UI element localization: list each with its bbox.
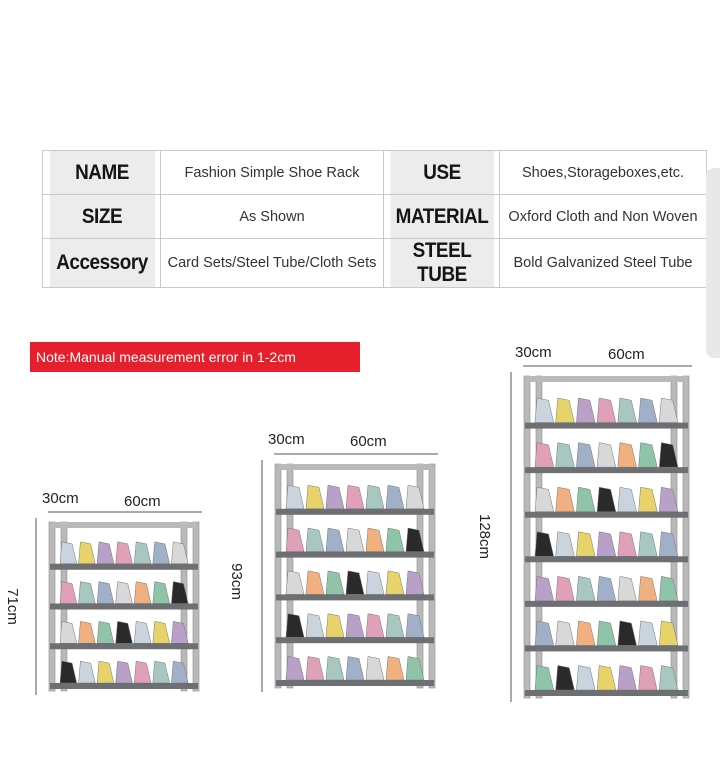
shoe <box>597 532 616 557</box>
shoe <box>576 621 595 646</box>
shoe <box>556 621 575 646</box>
shoe <box>386 485 404 509</box>
rack-small-width-label: 60cm <box>124 493 161 510</box>
shoe <box>97 661 114 683</box>
rack-shelf <box>276 637 434 643</box>
rack-top-bar <box>278 464 432 470</box>
spec-value-material: Oxford Cloth and Non Woven <box>500 195 707 239</box>
spec-key-use: USE <box>389 151 493 195</box>
shoe <box>306 485 324 509</box>
shoe <box>576 487 595 512</box>
shoe <box>286 528 304 552</box>
rack-small-height-label: 71cm <box>3 588 21 625</box>
shoe <box>366 528 384 552</box>
spec-value-size: As Shown <box>161 195 384 239</box>
shoe <box>535 443 554 468</box>
shoe <box>97 582 114 604</box>
shoe <box>134 661 151 683</box>
shoe <box>134 621 151 643</box>
shoe <box>153 661 170 683</box>
rack-shelf <box>525 467 688 473</box>
shoe <box>535 665 554 690</box>
spec-value-name: Fashion Simple Shoe Rack <box>161 151 384 195</box>
shoe <box>535 532 554 557</box>
shoe <box>326 485 344 509</box>
spec-key-size: SIZE <box>48 195 154 239</box>
shoe <box>597 621 616 646</box>
rack-shelf <box>276 680 434 686</box>
rack-tall-illustration <box>505 362 700 710</box>
shoe <box>576 532 595 557</box>
rack-shelf <box>50 564 198 570</box>
shoe <box>134 542 151 564</box>
rack-shelf <box>525 690 688 696</box>
rack-post <box>275 464 281 688</box>
shoe <box>556 443 575 468</box>
shoe <box>639 487 658 512</box>
shoe <box>576 665 595 690</box>
shoe <box>639 532 658 557</box>
spec-key-steel-tube: STEEL TUBE <box>389 239 493 288</box>
spec-row-name <box>43 151 707 195</box>
shoe <box>286 571 304 595</box>
shoe <box>97 542 114 564</box>
shoe <box>79 542 96 564</box>
shoe <box>535 487 554 512</box>
shoe <box>326 528 344 552</box>
shoe <box>60 582 77 604</box>
shoe <box>386 614 404 638</box>
spec-row-accessory <box>43 239 707 288</box>
spec-value-steel-tube: Bold Galvanized Steel Tube <box>500 239 707 288</box>
shoe <box>60 621 77 643</box>
rack-shelf <box>276 509 434 515</box>
shoe <box>286 656 304 680</box>
rack-shelf <box>525 645 688 651</box>
rack-shelf <box>525 512 688 518</box>
rack-shelf <box>525 556 688 562</box>
spec-table <box>42 150 707 288</box>
shoe <box>576 443 595 468</box>
shoe <box>116 621 133 643</box>
rack-post <box>429 464 435 688</box>
spec-row-size <box>43 195 707 239</box>
shoe <box>116 582 133 604</box>
spec-key-name: NAME <box>48 151 154 195</box>
shoe <box>639 665 658 690</box>
shoe <box>306 656 324 680</box>
rack-medium-depth-label: 30cm <box>268 431 305 448</box>
shoe <box>97 621 114 643</box>
rack-tall-width-label: 60cm <box>608 346 645 363</box>
shoe <box>346 656 364 680</box>
shoe <box>366 571 384 595</box>
shoe <box>618 487 637 512</box>
spec-value-accessory: Card Sets/Steel Tube/Cloth Sets <box>161 239 384 288</box>
shoe <box>386 571 404 595</box>
shoe <box>79 582 96 604</box>
shoe <box>346 485 364 509</box>
rack-shelf <box>525 423 688 429</box>
shoe <box>306 571 324 595</box>
shoe <box>60 542 77 564</box>
shoe <box>597 576 616 601</box>
shoe <box>286 614 304 638</box>
rack-shelf <box>50 604 198 610</box>
rack-shelf <box>276 594 434 600</box>
shoe <box>556 487 575 512</box>
shoe <box>79 661 96 683</box>
spec-key-material: MATERIAL <box>389 195 493 239</box>
shoe <box>153 621 170 643</box>
shoe <box>366 614 384 638</box>
shoe <box>116 661 133 683</box>
rack-tall-depth-label: 30cm <box>515 344 552 361</box>
rack-medium-width-label: 60cm <box>350 433 387 450</box>
rack-shelf <box>50 683 198 689</box>
rack-shelf <box>525 601 688 607</box>
shoe <box>618 443 637 468</box>
shoe <box>556 665 575 690</box>
shoe <box>116 542 133 564</box>
shoe <box>346 614 364 638</box>
shoe <box>535 576 554 601</box>
shoe <box>618 398 637 423</box>
rack-shelf <box>276 552 434 558</box>
shoe <box>639 621 658 646</box>
shoe <box>576 398 595 423</box>
shoe <box>346 571 364 595</box>
rack-medium-illustration <box>256 450 446 700</box>
shoe <box>386 656 404 680</box>
shoe <box>639 398 658 423</box>
shoe <box>366 485 384 509</box>
shoe <box>597 398 616 423</box>
spec-value-use: Shoes,Storageboxes,etc. <box>500 151 707 195</box>
shoe <box>556 532 575 557</box>
shoe <box>326 614 344 638</box>
shoe <box>576 576 595 601</box>
shoe <box>153 582 170 604</box>
shoe <box>556 576 575 601</box>
shoe <box>60 661 77 683</box>
shoe <box>618 532 637 557</box>
shoe <box>597 487 616 512</box>
rack-top-bar <box>52 522 196 528</box>
shoe <box>618 665 637 690</box>
rack-small-illustration <box>30 508 210 703</box>
shoe <box>153 542 170 564</box>
rack-shelf <box>50 643 198 649</box>
shoe <box>326 656 344 680</box>
shoe <box>79 621 96 643</box>
shoe <box>618 576 637 601</box>
shoe <box>386 528 404 552</box>
shoe <box>597 665 616 690</box>
scroll-handle[interactable] <box>706 168 720 358</box>
rack-top-bar <box>527 376 686 382</box>
shoe <box>346 528 364 552</box>
shoe <box>535 398 554 423</box>
shoe <box>535 621 554 646</box>
shoe <box>366 656 384 680</box>
measurement-note: Note:Manual measurement error in 1-2cm <box>30 342 360 372</box>
shoe <box>326 571 344 595</box>
rack-small-depth-label: 30cm <box>42 490 79 507</box>
shoe <box>306 528 324 552</box>
shoe <box>286 485 304 509</box>
shoe <box>556 398 575 423</box>
shoe <box>639 576 658 601</box>
spec-key-accessory: Accessory <box>48 239 154 288</box>
shoe <box>618 621 637 646</box>
shoe <box>639 443 658 468</box>
shoe <box>306 614 324 638</box>
shoe <box>134 582 151 604</box>
rack-tall-height-label: 128cm <box>476 513 494 560</box>
shoe <box>597 443 616 468</box>
rack-medium-height-label: 93cm <box>227 563 245 600</box>
